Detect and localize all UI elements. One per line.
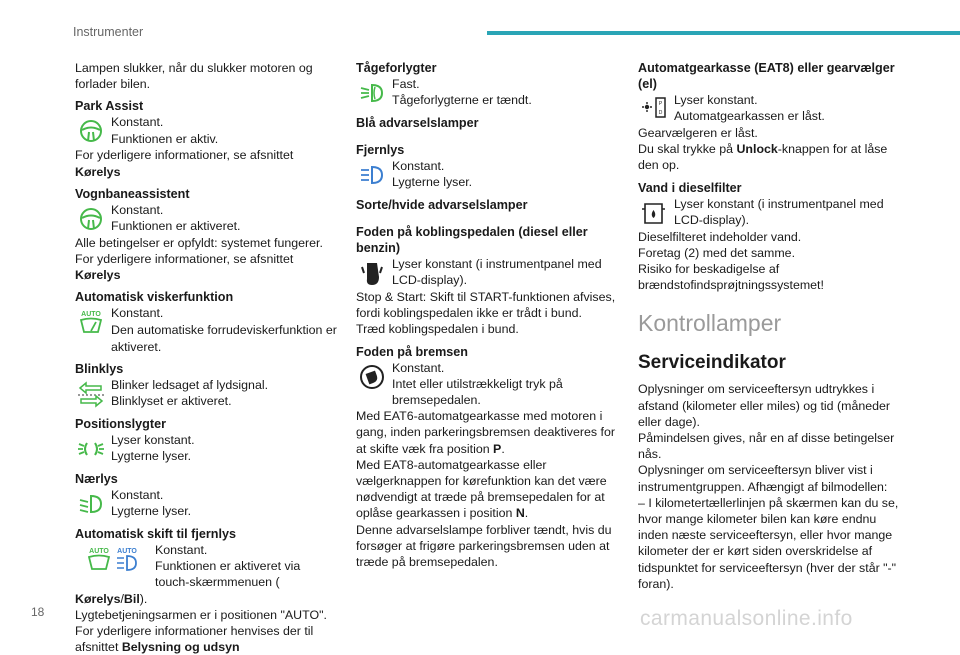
fog-heading: Tågeforlygter bbox=[356, 61, 437, 75]
position-line2: Lygterne lyser. bbox=[111, 449, 192, 464]
brake-text1: Med EAT6-automatgearkasse med motoren i gang, inden parkeringsbremsen deaktiveres for at skifte væk fra position P. bbox=[356, 409, 615, 456]
column-3 bbox=[638, 60, 900, 592]
high-beam-icon bbox=[356, 159, 388, 191]
svg-text:D: D bbox=[658, 110, 663, 116]
foot-on-brake-icon bbox=[356, 361, 388, 393]
blink-heading: Blinklys bbox=[75, 361, 124, 376]
lane-line2: Funktionen er aktiveret. bbox=[111, 219, 241, 234]
park-assist-more: For yderligere informationer, se afsnittet Kørelys bbox=[75, 148, 294, 179]
water-in-diesel-icon bbox=[638, 197, 670, 229]
auto-wiper-small-icon bbox=[85, 545, 113, 573]
brake-heading: Foden på bremsen bbox=[356, 344, 468, 359]
clutch-line1: Lyser konstant (i instrumentpanel med LCD-display). bbox=[392, 257, 602, 288]
high-entry bbox=[356, 158, 618, 191]
water-text3: Risiko for beskadigelse af brændstofindsprøjtningssystemet! bbox=[638, 262, 824, 293]
low-heading: Nærlys bbox=[75, 471, 118, 486]
page-number: 18 bbox=[31, 605, 45, 619]
brake-entry bbox=[356, 360, 618, 409]
lane-line1: Konstant. bbox=[111, 202, 164, 217]
clutch-entry bbox=[356, 256, 618, 289]
water-entry bbox=[638, 196, 900, 229]
wiper-line1: Konstant. bbox=[111, 306, 164, 321]
header-accent-bar bbox=[487, 31, 960, 35]
column-1 bbox=[75, 60, 337, 655]
svg-text:AUTO: AUTO bbox=[89, 547, 109, 555]
clutch-text2: Træd koblingspedalen i bund. bbox=[356, 322, 519, 337]
clutch-heading: Foden på koblingspedalen (diesel eller benzin) bbox=[356, 225, 588, 255]
position-line1: Lyser konstant. bbox=[111, 432, 195, 447]
watermark: carmanualsonline.info bbox=[640, 607, 853, 630]
lane-entry bbox=[75, 202, 337, 235]
svg-text:AUTO: AUTO bbox=[81, 311, 101, 319]
wiper-line2: Den automatiske forrudeviskerfunktion er aktiveret. bbox=[111, 323, 337, 354]
low-line2: Lygterne lyser. bbox=[111, 504, 192, 519]
auto-hb-text2: For yderligere informationer henvises der til afsnittet Belysning og udsyn bbox=[75, 624, 314, 655]
svg-text:AUTO: AUTO bbox=[117, 547, 137, 555]
auto-hb-tail: Kørelys/Bil). bbox=[75, 591, 148, 606]
auto-hb-line2a: Funktionen er aktiveret via touch-skærmmenuen ( bbox=[155, 559, 301, 590]
auto-high-beam-icon bbox=[113, 545, 141, 573]
blink-line1: Blinker ledsaget af lydsignal. bbox=[111, 377, 269, 392]
turn-signal-icon bbox=[75, 378, 107, 410]
service-p1: Oplysninger om serviceeftersyn udtrykkes i afstand (kilometer eller miles) og tid (måneder eller dage). bbox=[638, 382, 891, 429]
park-assist-heading: Park Assist bbox=[75, 99, 144, 114]
auto-wiper-icon bbox=[75, 306, 107, 338]
fog-entry bbox=[356, 76, 618, 109]
blue-warnings-heading: Blå advarselslamper bbox=[356, 116, 479, 130]
auto-hb-heading: Automatisk skift til fjernlys bbox=[75, 526, 236, 541]
position-heading: Positionslygter bbox=[75, 416, 166, 431]
auto-hb-text1: Lygtebetjeningsarmen er i positionen "AUTO". bbox=[75, 607, 327, 622]
park-assist-line1: Konstant. bbox=[111, 115, 164, 130]
gearbox-locked-icon bbox=[638, 93, 670, 125]
high-line1: Konstant. bbox=[392, 159, 445, 173]
front-fog-icon bbox=[356, 77, 388, 109]
bw-warnings-heading: Sorte/hvide advarselslamper bbox=[356, 198, 528, 212]
water-text2: Foretag (2) med det samme. bbox=[638, 245, 796, 260]
position-lights-icon bbox=[75, 433, 107, 465]
gear-line2: Automatgearkassen er låst. bbox=[674, 109, 825, 124]
low-entry bbox=[75, 487, 337, 520]
service-p4: – I kilometertællerlinjen på skærmen kan du se, hvor mange kilometer bilen kan køre endnu inden næste serviceeftersyn, eller hvor mange kilometer der er kørt siden overskridelse af tidspunktet for serviceeftersyn (hver der står "-" foran). bbox=[638, 495, 899, 591]
service-heading: Serviceindikator bbox=[638, 352, 786, 374]
wiper-heading: Automatisk viskerfunktion bbox=[75, 290, 234, 305]
fog-line1: Fast. bbox=[392, 77, 420, 91]
high-line2: Lygterne lyser. bbox=[392, 175, 473, 190]
gear-text1: Gearvælgeren er låst. bbox=[638, 126, 758, 140]
gear-line1: Lyser konstant. bbox=[674, 93, 758, 107]
high-heading: Fjernlys bbox=[356, 143, 405, 157]
low-line1: Konstant. bbox=[111, 487, 164, 502]
auto-high-beam-icons bbox=[75, 543, 151, 575]
park-assist-icon bbox=[75, 115, 107, 147]
clutch-text1: Stop & Start: Skift til START-funktionen afvises, fordi koblingspedalen ikke er trådt i bund. bbox=[356, 290, 616, 321]
svg-text:P: P bbox=[658, 101, 663, 107]
intro-text: Lampen slukker, når du slukker motoren og forlader bilen. bbox=[75, 61, 313, 92]
foot-on-clutch-icon bbox=[356, 257, 388, 289]
section-title-kontrollamper: Kontrollamper bbox=[638, 310, 782, 337]
park-assist-line2: Funktionen er aktiv. bbox=[111, 131, 219, 146]
brake-text3: Denne advarselslampe forbliver tændt, hvis du forsøger at frigøre parkeringsbremsen uden at træde på bremsepedalen. bbox=[356, 522, 612, 570]
lane-heading: Vognbaneassistent bbox=[75, 186, 190, 201]
brake-line2: Intet eller utilstrækkeligt tryk på bremsepedalen. bbox=[392, 376, 563, 408]
water-line1: Lyser konstant (i instrumentpanel med LCD-display). bbox=[674, 196, 884, 227]
blink-line2: Blinklyset er aktiveret. bbox=[111, 394, 232, 409]
water-text1: Dieselfilteret indeholder vand. bbox=[638, 229, 802, 244]
blink-entry bbox=[75, 377, 337, 410]
gear-heading: Automatgearkasse (EAT8) eller gearvælger (el) bbox=[638, 61, 895, 91]
lane-text1: Alle betingelser er opfyldt: systemet fungerer. bbox=[75, 235, 323, 250]
auto-hb-line1: Konstant. bbox=[155, 542, 208, 557]
lane-more: For yderligere informationer, se afsnittet Kørelys bbox=[75, 252, 294, 283]
park-assist-entry bbox=[75, 114, 337, 147]
position-entry bbox=[75, 432, 337, 465]
header-title: Instrumenter bbox=[73, 25, 144, 39]
lane-assist-icon bbox=[75, 203, 107, 235]
fog-line2: Tågeforlygterne er tændt. bbox=[392, 93, 532, 108]
gear-text2: Du skal trykke på Unlock-knappen for at låse den op. bbox=[638, 142, 888, 173]
service-p3: Oplysninger om serviceeftersyn bliver vist i instrumentgruppen. Afhængigt af bilmodellen: bbox=[638, 463, 888, 494]
low-beam-icon bbox=[75, 488, 107, 520]
gear-entry bbox=[638, 92, 900, 125]
water-heading: Vand i dieselfilter bbox=[638, 180, 742, 195]
brake-line1: Konstant. bbox=[392, 360, 445, 375]
service-p2: Påmindelsen gives, når en af disse betingelser nås. bbox=[638, 431, 895, 462]
brake-text2: Med EAT8-automatgearkasse eller vælgerknappen for kørefunktion kan det være nødvendigt at træde på bremsepedalen for at oplåse gearkassen i position N. bbox=[356, 457, 607, 521]
column-2 bbox=[356, 60, 618, 570]
